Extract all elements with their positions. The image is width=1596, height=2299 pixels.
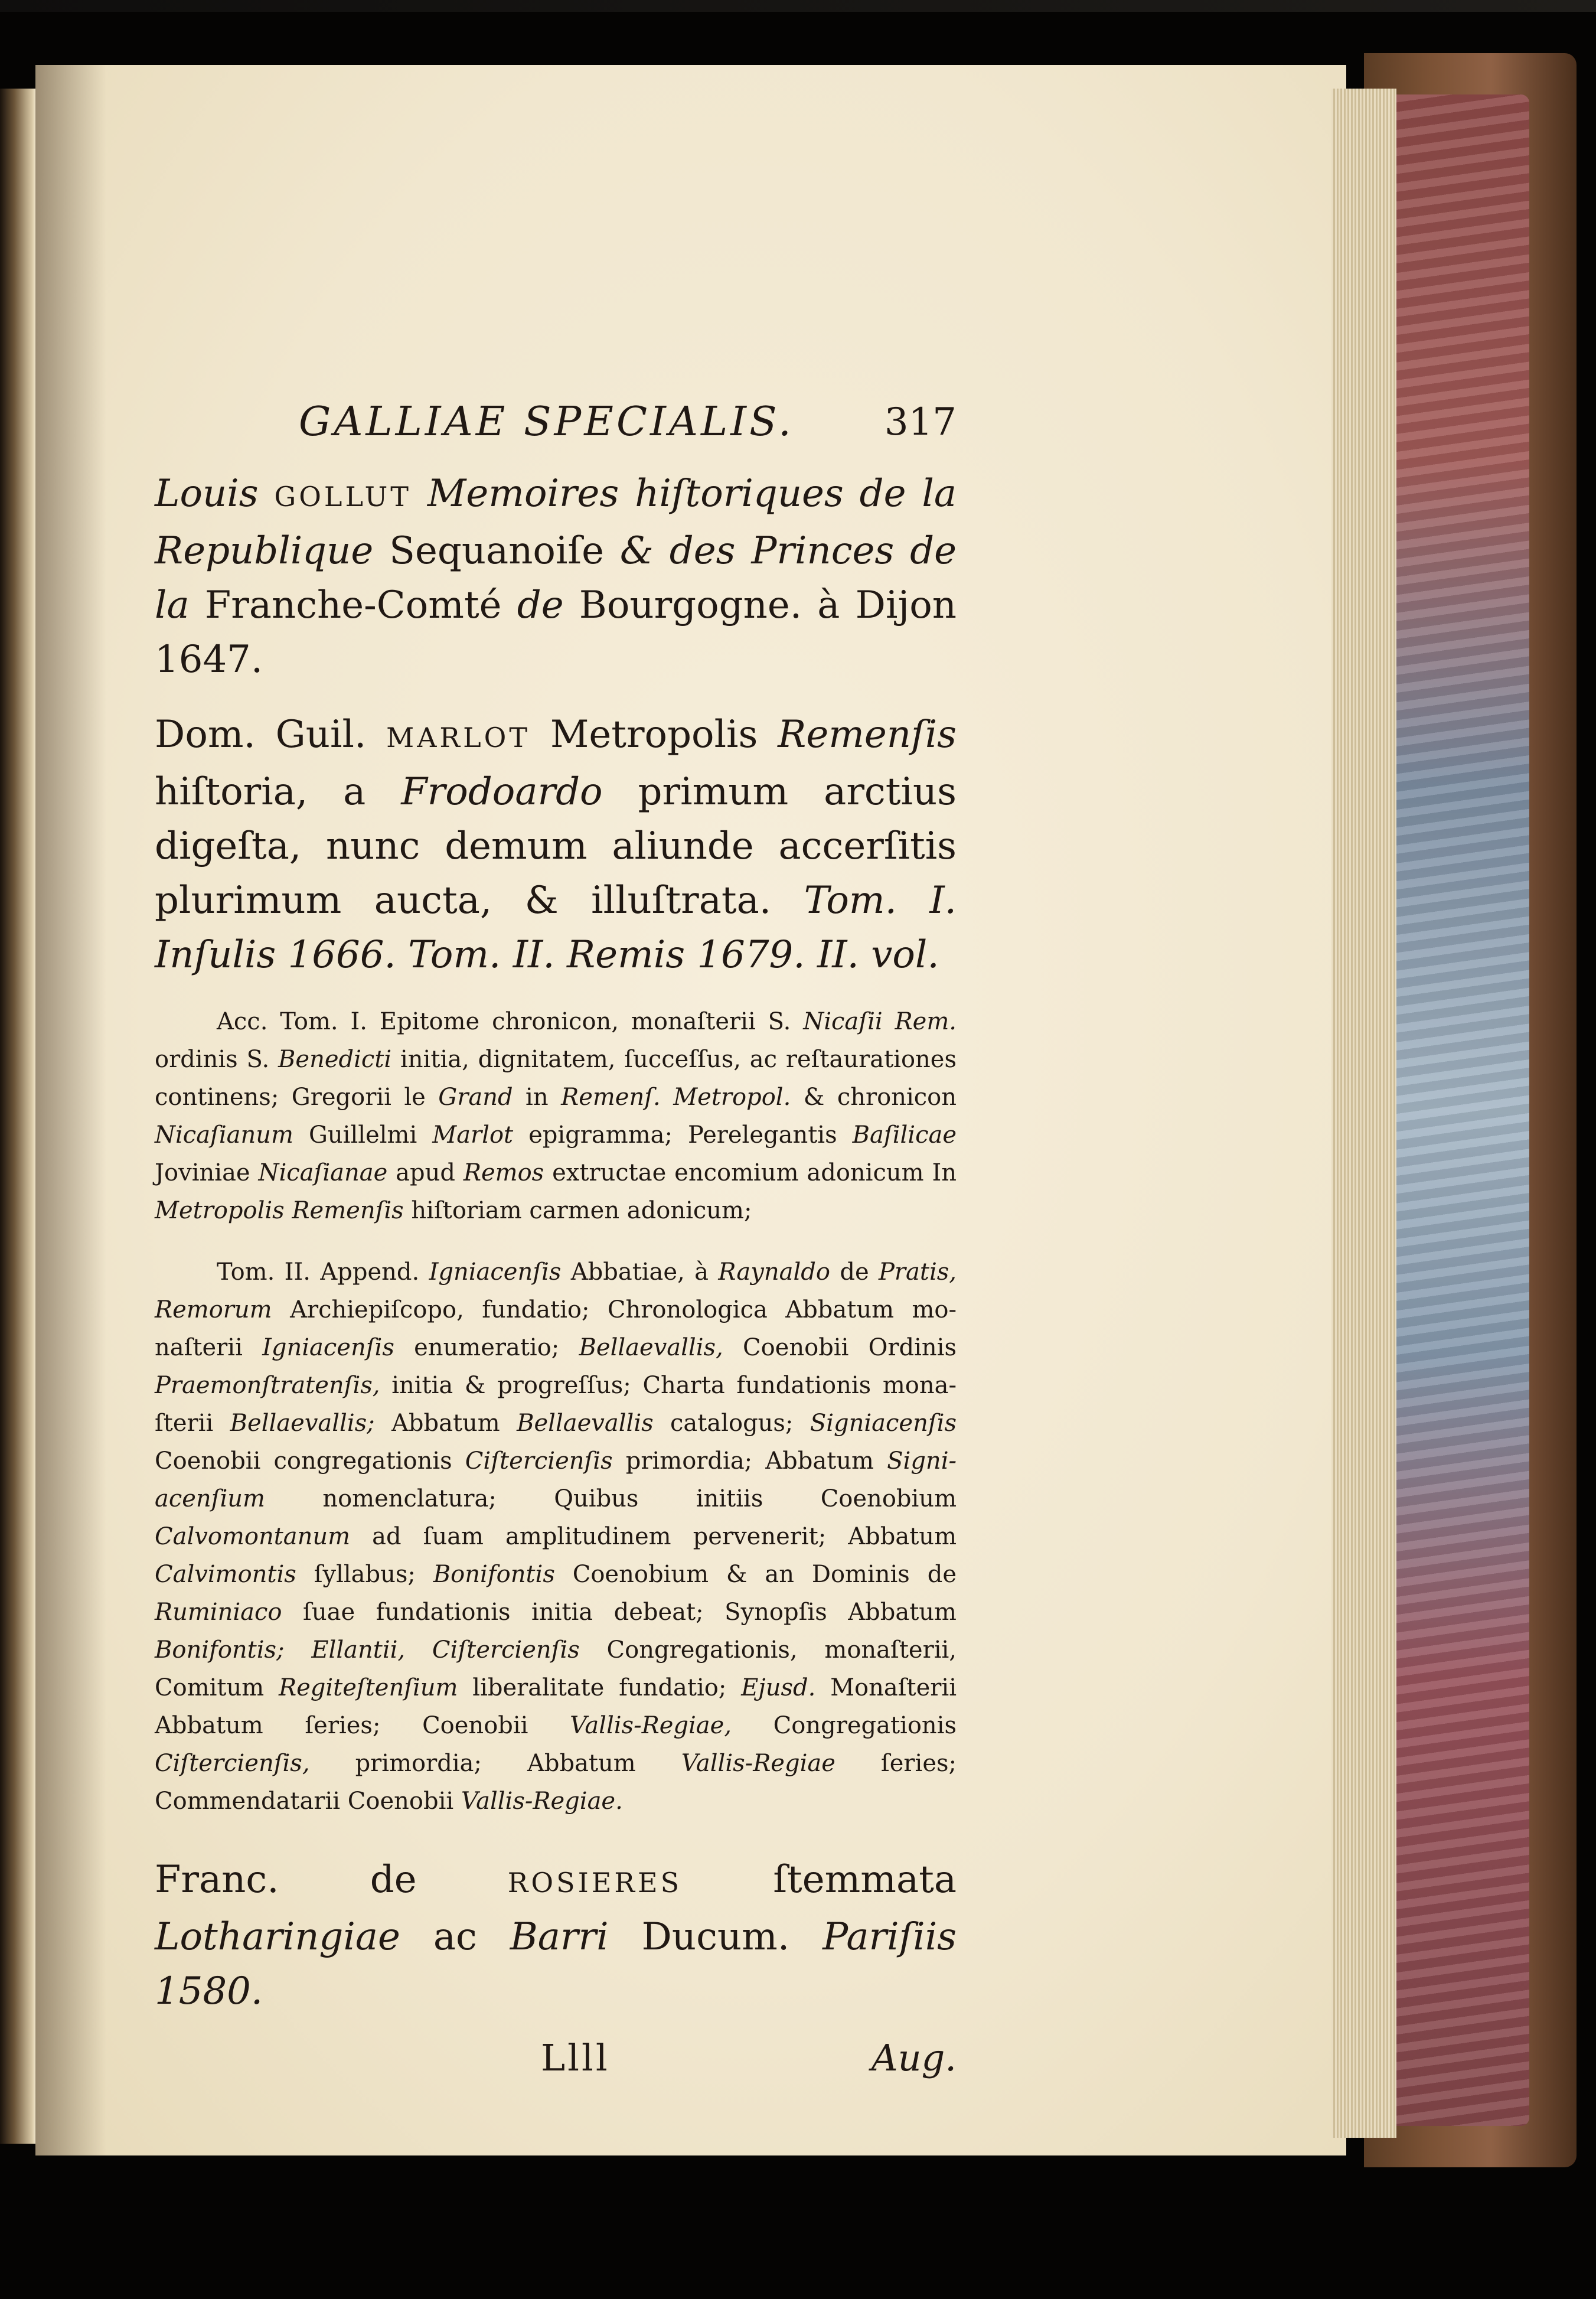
note-text: enumeratio; (394, 1334, 579, 1361)
entry-text: Sequanoiſe (389, 529, 620, 573)
note-text: Coenobium & an Dominis de (554, 1561, 957, 1588)
entry-rosieres (155, 1853, 957, 2018)
note-text: Calvomontanum (155, 1523, 351, 1550)
note-text: epigramma; Perelegantis (513, 1121, 853, 1149)
note-text: Abbatum (374, 1410, 517, 1437)
note-text: Igniacenſis (429, 1258, 562, 1286)
entry-text: Barri (510, 1915, 609, 1959)
entry-marlot (155, 707, 957, 982)
note-text: Congregationis, monaſterii, Comitum (155, 1636, 957, 1701)
note-text: Bellaevallis (517, 1410, 654, 1437)
entry-text: hiſtoria, a (155, 770, 402, 814)
note-text: Vallis-Regiae, (570, 1712, 732, 1739)
note-text: liberalitate fundatio; (458, 1674, 742, 1701)
note-text: extructae encomium adonicum In (544, 1159, 957, 1186)
note-text: Bonifontis (433, 1561, 555, 1588)
note-text: Guillelmi (293, 1121, 433, 1149)
note-text: Signiacenſis (810, 1410, 957, 1437)
note-text: Grand (438, 1084, 513, 1111)
note-text: Regiteſtenſium (278, 1674, 458, 1701)
author-name: GOLLUT (274, 481, 412, 513)
entry-text: Ducum. (608, 1915, 823, 1959)
note-text: catalogus; (653, 1410, 810, 1437)
running-title: GALLIAE SPECIALIS. (299, 399, 794, 445)
note-text: Joviniae (155, 1159, 259, 1186)
page-block-edge (1331, 89, 1396, 2138)
note-text: Coenobii Ordinis (723, 1334, 957, 1361)
note-text: Vallis-Regiae (681, 1750, 835, 1777)
entry-text: Franc. de (155, 1858, 508, 1902)
note-text: ſyllabus; (296, 1561, 433, 1588)
note-text: apud (387, 1159, 464, 1186)
note-text: Raynaldo (718, 1258, 830, 1286)
note-text: initia & progreſſus; Charta fundationis monaſterii (155, 1372, 957, 1437)
running-head (155, 378, 957, 467)
entry-text: Franche-Comté (204, 583, 517, 627)
note-text: Bellaevallis, (579, 1334, 723, 1361)
note-text: Praemonſtratenſis, (155, 1372, 380, 1399)
entry-gollut (155, 467, 957, 687)
note-text: Nicaſii Rem. (803, 1008, 957, 1035)
facing-page-edge (0, 89, 35, 2144)
note-text: Nicaſianum (155, 1121, 293, 1149)
note-text: in (513, 1084, 562, 1111)
note-text: Vallis-Regiae. (461, 1788, 623, 1815)
note-text: Congregationis (732, 1712, 957, 1739)
note-text: Signiacenſium (155, 1447, 957, 1512)
note-text: Pratis, Remorum (155, 1258, 957, 1323)
note-text: Benedicti (278, 1046, 392, 1073)
author-name: MARLOT (386, 722, 531, 754)
entry-text: primum arctius digeſta, nunc demum aliunde accerſitis plurimum aucta, & illuſtrata. (155, 770, 957, 922)
top-edge (0, 0, 1596, 12)
entry-text: ac (400, 1915, 510, 1959)
note-text: Ejusd. (741, 1674, 816, 1701)
note-text: Abbatiae, à (561, 1258, 719, 1286)
entry-text: Metropolis (530, 713, 778, 756)
note-text: Monaſterii Abbatum ſeries; Coenobii (155, 1674, 957, 1739)
author-name: ROSIERES (507, 1867, 683, 1899)
note-text: Marlot (432, 1121, 514, 1149)
entry-text: Louis (155, 472, 275, 516)
note-text: primordia; Abbatum (612, 1447, 887, 1475)
entry-text: Bourgogne. à Dijon 1647. (155, 583, 957, 681)
page-footer (155, 2036, 957, 2101)
page-number: 317 (884, 400, 957, 444)
note-text: hiſtoriam carmen adonicum; (403, 1197, 752, 1224)
note-text: initia, dignitatem, ſucceſſus, ac reſtaurationes continens; Gregorii le (155, 1046, 957, 1111)
entry-text: Pariſiis 1580. (155, 1915, 957, 2013)
entry-text: Memoires hiſtoriques de la Republique (155, 472, 957, 573)
entry-text: Remenſis (778, 713, 957, 756)
note-text: nomenclatura; Quibus initiis Coenobium (265, 1485, 957, 1512)
note-text: Calvimontis (155, 1561, 296, 1588)
text-block (155, 378, 957, 2101)
note-text: Bellaevallis; (230, 1410, 375, 1437)
entry-text: de (517, 583, 579, 627)
gutter-shadow (35, 65, 106, 2155)
entry-text: ſtemmata (682, 1858, 957, 1902)
note-text: Igniacenſis (262, 1334, 394, 1361)
signature-mark: Llll (541, 2036, 610, 2079)
note-text: Bonifontis; Ellantii, Ciſtercienſis (155, 1636, 580, 1664)
note-text: Ruminiaco (155, 1599, 282, 1626)
note-text: Acc. Tom. I. Epitome chronicon, monaſterii S. (217, 1008, 804, 1035)
marbled-page-edge (1393, 94, 1529, 2126)
note-text: Coenobii congregationis (155, 1447, 465, 1475)
note-text: Metropolis Remenſis (155, 1197, 404, 1224)
note-text: ſuae fundationis initia debeat; Synopſis Abbatum (282, 1599, 957, 1626)
note-text: ad ſuam amplitudinem pervenerit; Abbatum (350, 1523, 957, 1550)
note-text: Ciſtercienſis (465, 1447, 613, 1475)
entry-text: & des Princes de la (155, 529, 957, 627)
note-tom-1 (155, 1003, 957, 1230)
entry-text: Tom. I. Inſulis 1666. Tom. II. Remis 1679. II. vol. (155, 879, 957, 977)
note-text: Remos (463, 1159, 544, 1186)
note-text: primordia; Abbatum (309, 1750, 681, 1777)
note-text: Nicaſianae (258, 1159, 388, 1186)
entry-text: Frodoardo (401, 770, 603, 814)
note-text: Remenſ. Metropol. (561, 1084, 791, 1111)
note-text: & chronicon (791, 1084, 957, 1111)
note-text: Archiepiſcopo, fundatio; Chronologica Abbatum monaſterii (155, 1296, 957, 1361)
note-tom-2 (155, 1253, 957, 1820)
note-text: ordinis S. (155, 1046, 279, 1073)
catchword: Aug. (871, 2036, 957, 2079)
entry-text: Lotharingiae (155, 1915, 400, 1959)
entry-text: Dom. Guil. (155, 713, 387, 756)
note-text: de (830, 1258, 879, 1286)
note-text: Baſilicae (852, 1121, 957, 1149)
note-text: ſeries; Commendatarii Coenobii (155, 1750, 957, 1815)
note-text: Ciſtercienſis, (155, 1750, 310, 1777)
note-text: Tom. II. Append. (217, 1258, 429, 1286)
